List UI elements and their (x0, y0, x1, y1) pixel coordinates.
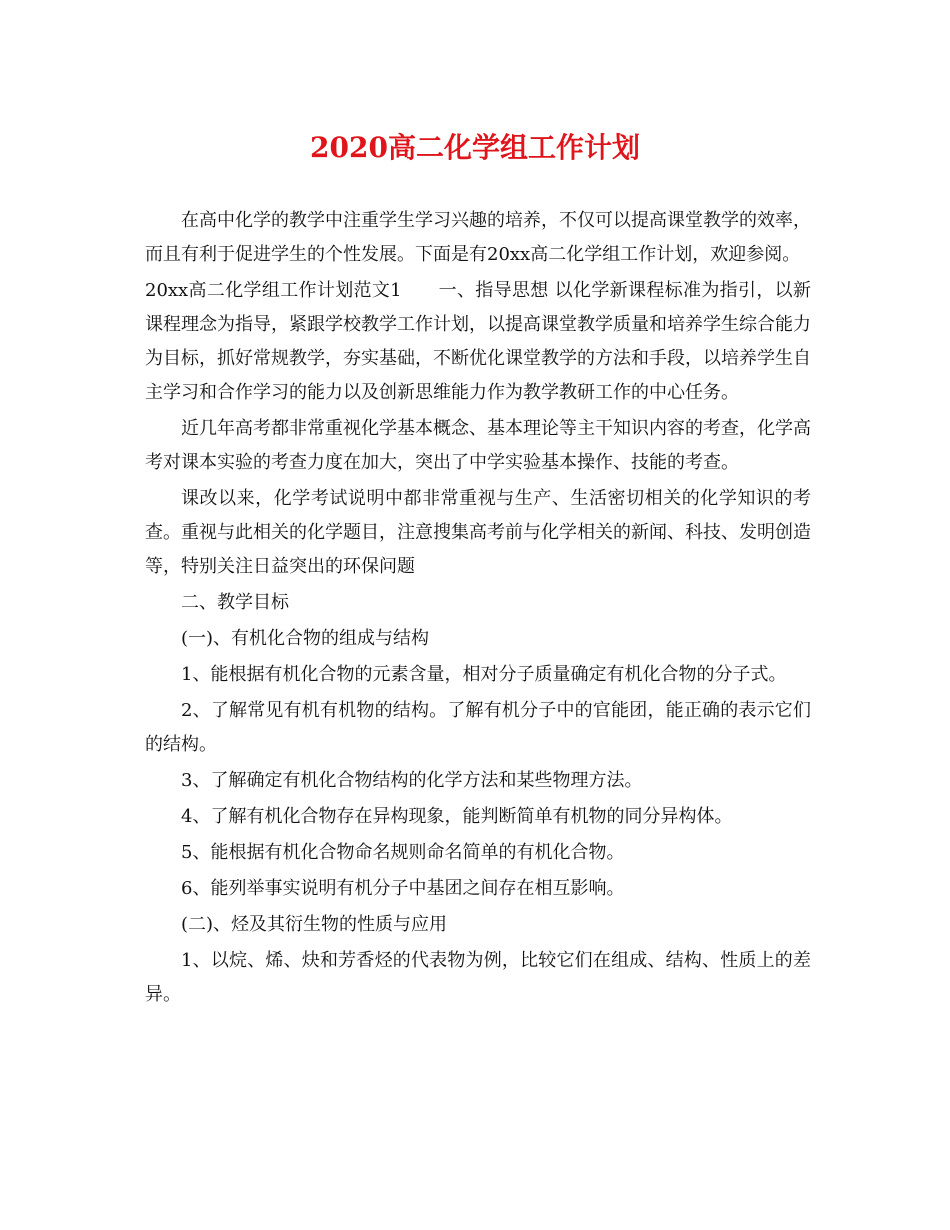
list-item: 1、能根据有机化合物的元素含量，相对分子质量确定有机化合物的分子式。 (181, 664, 787, 685)
list-item: 5、能根据有机化合物命名规则命名简单的有机化合物。 (181, 842, 625, 863)
section-heading-teaching-goals: 二、教学目标 (181, 592, 289, 613)
subsection-heading-hydrocarbons: (二)、烃及其衍生物的性质与应用 (181, 914, 448, 935)
paragraph-exam-focus: 近几年高考都非常重视化学基本概念、基本理论等主干知识内容的考查，化学高考对课本实验的考查力度在加大，突出了中学实验基本操作、技能的考查。 (145, 418, 811, 473)
list-item: 6、能列举事实说明有机分子中基团之间存在相互影响。 (181, 878, 625, 899)
paragraph-guiding-thought: 20xx高二化学组工作计划范文1 一、指导思想 以化学新课程标准为指引，以新课程理念为指导，紧跟学校教学工作计划，以提高课堂教学质量和培养学生综合能力为目标，抓好常规教学，夯实基础，不断优化课堂教学的方法和手段，以培养学生自主学习和合作学习的能力以及创新思维能力作为教学教研工作的中心任务。 (145, 280, 811, 403)
list-item: 3、了解确定有机化合物结构的化学方法和某些物理方法。 (181, 770, 643, 791)
list-item: 4、了解有机化合物存在异构现象，能判断简单有机物的同分异构体。 (181, 806, 733, 827)
paragraph-reform: 课改以来，化学考试说明中都非常重视与生产、生活密切相关的化学知识的考查。重视与此相关的化学题目，注意搜集高考前与化学相关的新闻、科技、发明创造等，特别关注日益突出的环保问题 (145, 488, 811, 577)
subsection-heading-organic-structure: (一)、有机化合物的组成与结构 (181, 628, 430, 649)
document-title: 2020高二化学组工作计划 (310, 131, 640, 164)
list-item: 2、了解常见有机有机物的结构。了解有机分子中的官能团，能正确的表示它们的结构。 (145, 700, 811, 755)
paragraph-intro: 在高中化学的教学中注重学生学习兴趣的培养，不仅可以提高课堂教学的效率，而且有利于促进学生的个性发展。下面是有20xx高二化学组工作计划，欢迎参阅。 (145, 210, 811, 265)
document-body (145, 204, 811, 1014)
list-item: 1、以烷、烯、炔和芳香烃的代表物为例，比较它们在组成、结构、性质上的差异。 (145, 950, 811, 1005)
